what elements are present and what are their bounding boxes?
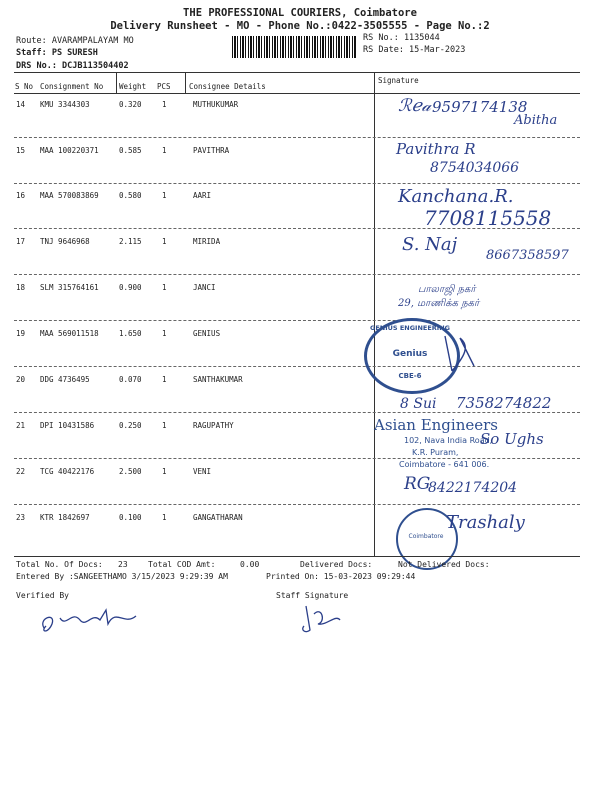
asian-engineers-address: 102, Nava India Road,: [404, 436, 493, 445]
address-handwritten: பாலாஜி நகர்: [418, 284, 476, 295]
row-consignment-number: DDG 4736495: [40, 375, 90, 384]
row-weight: 0.320: [119, 100, 142, 109]
row-separator: [14, 504, 580, 505]
total-cod-label: Total COD Amt:: [148, 560, 216, 569]
row-consignment-number: DPI 10431586: [40, 421, 95, 430]
row-consignment-number: MAA 100220371: [40, 146, 99, 155]
recipient-name-handwritten: Pavithra R: [396, 140, 476, 158]
row-consignee-name: PAVITHRA: [193, 146, 230, 155]
recipient-name-handwritten: S. Naj: [402, 234, 458, 255]
row-separator: [14, 183, 580, 184]
staff-label: Staff: PS SURESH: [16, 48, 98, 58]
row-separator: [14, 366, 580, 367]
signature-scribble: 8 Sui: [400, 396, 437, 412]
row-pcs: 1: [162, 283, 167, 292]
signature-scribble: So Ughs: [480, 430, 544, 448]
rs-date: RS Date: 15-Mar-2023: [363, 45, 466, 55]
signature-scribble: RG: [404, 474, 431, 494]
row-consignee-name: AARI: [193, 191, 212, 200]
row-consignee-name: SANTHAKUMAR: [193, 375, 243, 384]
row-weight: 0.070: [119, 375, 142, 384]
row-consignee-name: MIRIDA: [193, 237, 221, 246]
asian-engineers-address: K.R. Puram,: [412, 448, 459, 457]
printed-on: Printed On: 15-03-2023 09:29:44: [266, 572, 416, 581]
stamp-text: CBE-6: [398, 372, 422, 380]
col-header-sno: S No: [15, 82, 34, 91]
row-separator: [14, 458, 580, 459]
stamp-text: GENIUS ENGINEERING: [369, 324, 450, 332]
row-consignee-name: JANCI: [193, 283, 216, 292]
asian-engineers-address: Coimbatore - 641 006.: [399, 460, 490, 469]
total-cod-value: 0.00: [240, 560, 260, 569]
table-top-border: [14, 72, 580, 73]
barcode: [232, 36, 357, 58]
row-pcs: 1: [162, 513, 167, 522]
row-consignee-name: GENIUS: [193, 329, 221, 338]
recipient-name-handwritten: Abitha: [514, 113, 558, 128]
row-sno: 15: [16, 146, 26, 155]
row-sno: 18: [16, 283, 26, 292]
row-pcs: 1: [162, 146, 167, 155]
row-consignment-number: KTR 1842697: [40, 513, 90, 522]
phone-number-handwritten: 8422174204: [428, 480, 518, 496]
signature-scribble: ℛℯ𝒶: [398, 96, 431, 116]
row-pcs: 1: [162, 467, 167, 476]
phone-number-handwritten: 8754034066: [430, 160, 520, 176]
row-consignee-name: MUTHUKUMAR: [193, 100, 239, 109]
route-label: Route: AVARAMPALAYAM MO: [16, 36, 134, 46]
entered-by: Entered By :SANGEETHAMO 3/15/2023 9:29:39 AM: [16, 572, 228, 581]
col-header-consignee: Consignee Details: [189, 82, 266, 91]
stamp-text: Genius: [392, 349, 428, 359]
signature-scribble: [440, 326, 480, 376]
row-weight: 2.115: [119, 237, 142, 246]
drs-number: DRS No.: DCJB113504402: [16, 61, 129, 71]
col-header-signature: Signature: [378, 76, 419, 85]
row-sno: 16: [16, 191, 26, 200]
col-header-pcs: PCS: [157, 82, 171, 91]
runsheet-subtitle: Delivery Runsheet - MO - Phone No.:0422-3505555 - Page No.:2: [110, 20, 490, 32]
row-weight: 0.100: [119, 513, 142, 522]
row-sno: 22: [16, 467, 26, 476]
row-consignment-number: TNJ 9646968: [40, 237, 90, 246]
asian-engineers-stamp-name: Asian Engineers: [374, 416, 498, 434]
phone-number-handwritten: 8667358597: [486, 248, 569, 263]
row-consignee-name: VENI: [193, 467, 212, 476]
row-separator: [14, 320, 580, 321]
total-docs-value: 23: [118, 560, 128, 569]
table-header-border: [14, 93, 580, 94]
table-bottom-border: [14, 556, 580, 557]
row-sno: 20: [16, 375, 26, 384]
runsheet-title: THE PROFESSIONAL COURIERS, Coimbatore: [183, 7, 417, 19]
row-separator: [14, 274, 580, 275]
address-handwritten: 29, மாணிக்க நகர்: [398, 298, 480, 309]
row-consignment-number: MAA 570083869: [40, 191, 99, 200]
delivered-docs-label: Delivered Docs:: [300, 560, 373, 569]
signature-scribble: Trashaly: [446, 512, 525, 533]
row-consignment-number: KMU 3344303: [40, 100, 90, 109]
row-sno: 14: [16, 100, 26, 109]
row-weight: 1.650: [119, 329, 142, 338]
signature-column-divider: [374, 72, 375, 556]
row-sno: 17: [16, 237, 26, 246]
row-pcs: 1: [162, 329, 167, 338]
verified-by-label: Verified By: [16, 591, 69, 600]
row-pcs: 1: [162, 375, 167, 384]
row-weight: 0.900: [119, 283, 142, 292]
row-pcs: 1: [162, 191, 167, 200]
row-consignee-name: GANGATHARAN: [193, 513, 243, 522]
row-weight: 0.585: [119, 146, 142, 155]
recipient-name-handwritten: Kanchana.R.: [398, 186, 514, 207]
row-sno: 19: [16, 329, 26, 338]
phone-number-handwritten: 7708115558: [424, 206, 552, 230]
phone-number-handwritten: 9597174138: [432, 98, 528, 116]
row-pcs: 1: [162, 237, 167, 246]
staff-signature-label: Staff Signature: [276, 591, 349, 600]
stamp-text: Coimbatore: [408, 533, 444, 540]
row-consignment-number: TCG 40422176: [40, 467, 95, 476]
row-pcs: 1: [162, 421, 167, 430]
rs-number: RS No.: 1135044: [363, 33, 440, 43]
row-separator: [14, 137, 580, 138]
phone-number-handwritten: 7358274822: [456, 394, 552, 412]
col-divider: [116, 72, 117, 93]
verified-by-signature: [36, 598, 156, 638]
row-consignment-number: SLM 315764161: [40, 283, 99, 292]
row-weight: 0.250: [119, 421, 142, 430]
row-sno: 21: [16, 421, 26, 430]
col-header-consignment: Consignment No: [40, 82, 104, 91]
row-sno: 23: [16, 513, 26, 522]
col-header-weight: Weight: [119, 82, 147, 91]
staff-signature: [296, 600, 346, 636]
row-weight: 0.580: [119, 191, 142, 200]
row-consignment-number: MAA 569011518: [40, 329, 99, 338]
total-docs-label: Total No. Of Docs:: [16, 560, 103, 569]
row-pcs: 1: [162, 100, 167, 109]
col-divider: [185, 72, 186, 93]
row-weight: 2.500: [119, 467, 142, 476]
row-separator: [14, 412, 580, 413]
row-consignee-name: RAGUPATHY: [193, 421, 234, 430]
not-delivered-docs-label: Not Delivered Docs:: [398, 560, 490, 569]
